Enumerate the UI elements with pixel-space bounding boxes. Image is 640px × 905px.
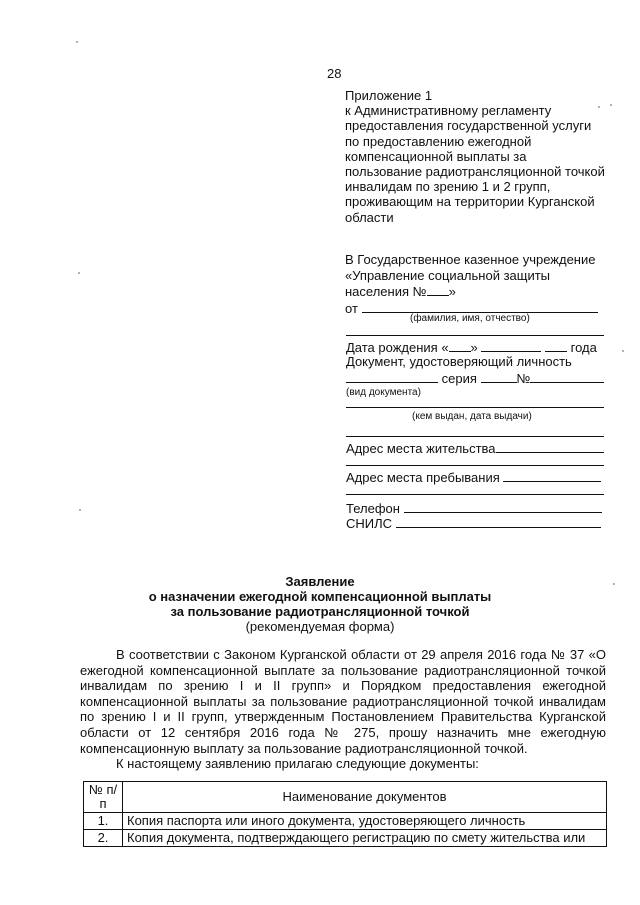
birth-date-line: Дата рождения « » года: [346, 340, 597, 355]
appendix-header: [345, 88, 615, 225]
residence-field[interactable]: [496, 440, 604, 453]
issued-by-field[interactable]: [346, 407, 604, 408]
doc-type-field[interactable]: [346, 370, 438, 383]
row-num: 1.: [84, 813, 123, 830]
issued-by-line-2[interactable]: [346, 436, 604, 437]
appendix-line: инвалидам по зрению 1 и 2 групп,: [345, 179, 551, 195]
doc-series-field[interactable]: [481, 370, 517, 383]
stay-line-2[interactable]: [346, 494, 604, 495]
snils-field[interactable]: [396, 515, 601, 528]
applicant-fio-field[interactable]: [362, 300, 598, 313]
issued-caption: (кем выдан, дата выдачи): [412, 411, 532, 422]
document-subtitle: о назначении ежегодной компенсационной выплаты: [148, 589, 492, 604]
body-paragraph: К настоящему заявлению прилагаю следующие документы:: [116, 756, 479, 772]
from-line: от: [345, 300, 615, 317]
application-body: [80, 647, 606, 772]
column-header-name: Наименование документов: [123, 782, 607, 813]
recipient-block: [345, 252, 615, 316]
appendix-line: проживающим на территории Курганской: [345, 194, 595, 210]
appendix-line: по предоставлению ежегодной: [345, 133, 532, 149]
id-doc-line: серия №: [346, 370, 604, 386]
row-name: Копия документа, подтверждающего регистрацию по смету жительства или: [123, 830, 607, 847]
column-header-num: № п/п: [84, 782, 123, 813]
form-note: (рекомендуемая форма): [245, 619, 395, 634]
documents-table: [83, 781, 607, 847]
scan-speck: [622, 350, 624, 352]
phone-line: Телефон: [346, 500, 602, 516]
document-subtitle: за пользование радиотрансляционной точкой: [170, 604, 470, 619]
snils-line: СНИЛС: [346, 515, 601, 531]
recipient-line: населения № »: [345, 284, 456, 299]
birth-day-field[interactable]: [449, 339, 471, 352]
appendix-line: предоставления государственной услуги: [345, 118, 592, 134]
appendix-line: Приложение 1: [345, 88, 433, 103]
fio-caption: (фамилия, имя, отчество): [410, 313, 530, 324]
table-row: [84, 813, 607, 830]
scan-speck: [76, 41, 78, 43]
recipient-line: В Государственное казенное учреждение: [345, 252, 596, 267]
table-row: [84, 830, 607, 847]
page-number: 28: [327, 66, 342, 81]
id-doc-label: Документ, удостоверяющий личность: [346, 354, 572, 369]
appendix-line: пользование радиотрансляционной точкой: [345, 164, 605, 180]
birth-year-field[interactable]: [545, 339, 567, 352]
appendix-line: компенсационной выплаты за: [345, 148, 527, 164]
row-name: Копия паспорта или иного документа, удостоверяющего личность: [123, 813, 607, 830]
document-title: Заявление: [285, 574, 355, 589]
body-paragraph: В соответствии с Законом Курганской области от 29 апреля 2016 года № 37 «О ежегодной компенсационной выплате за пользование радиотрансляционной точкой инвалидам по зрению I и II групп» и Порядком предоставления ежегодной компенсационной выплаты за пользование радиотрансляционной точкой инвалидам по зрению I и II групп, утвержденным Постановлением Правительства Курганской области от 12 сентября 2016 года № 275, прошу назначить мне ежегодную компенсационную выплату за пользование радиотрансляционной точкой.: [80, 647, 606, 756]
doc-type-caption: (вид документа): [346, 387, 421, 398]
department-number-field[interactable]: [427, 283, 449, 296]
doc-number-field[interactable]: [530, 370, 604, 383]
scan-speck: [78, 272, 80, 274]
phone-field[interactable]: [404, 500, 602, 513]
table-header-row: [84, 782, 607, 813]
fio-line-2[interactable]: [346, 335, 604, 336]
residence-line-2[interactable]: [346, 465, 604, 466]
stay-field[interactable]: [503, 469, 601, 482]
stay-line: Адрес места пребывания: [346, 469, 601, 485]
appendix-line: к Административному регламенту: [345, 103, 552, 119]
birth-month-field[interactable]: [481, 339, 541, 352]
residence-line: Адрес места жительства: [346, 440, 604, 456]
row-num: 2.: [84, 830, 123, 847]
appendix-line: области: [345, 209, 394, 225]
scan-speck: [79, 509, 81, 511]
recipient-line: «Управление социальной защиты: [345, 267, 551, 283]
